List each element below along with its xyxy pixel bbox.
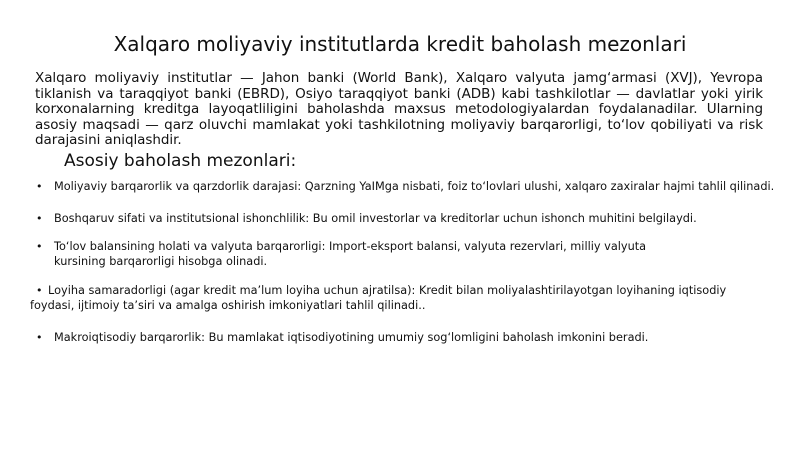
criteria-item-text: To‘lov balansining holati va valyuta barqarorligi: Import-eksport balansi, valyuta rezervlari, milliy valyuta kursining barqarorligi hisobga olinadi. — [54, 240, 647, 268]
section-subtitle: Asosiy baholash mezonlari: — [64, 151, 297, 171]
criteria-item — [36, 179, 776, 194]
criteria-item — [36, 330, 776, 345]
criteria-item-text: Makroiqtisodiy barqarorlik: Bu mamlakat iqtisodiyotining umumiy sog‘lomligini baholash imkonini beradi. — [54, 331, 649, 344]
criteria-item — [30, 283, 770, 313]
criteria-item-text: Moliyaviy barqarorlik va qarzdorlik darajasi: Qarzning YaIMga nisbati, foiz to‘lovlari ulushi, xalqaro zaxiralar hajmi tahlil qilinadi. — [54, 180, 775, 193]
criteria-item-text: Loyiha samaradorligi (agar kredit ma’lum loyiha uchun ajratilsa): Kredit bilan moliyalashtirilayotgan loyihaning iqtisodiy foydasi, ijtimoiy ta’siri va amalga oshirish imkoniyatlari tahlil qilinadi.. — [30, 284, 727, 312]
criteria-item — [36, 239, 676, 269]
criteria-item-text: Boshqaruv sifati va institutsional ishonchlilik: Bu omil investorlar va kreditorlar uchun ishonch muhitini belgilaydi. — [54, 212, 697, 225]
bullet-icon: • — [36, 284, 43, 297]
bullet-icon: • — [36, 180, 43, 193]
intro-paragraph: Xalqaro moliyaviy institutlar — Jahon banki (World Bank), Xalqaro valyuta jamg‘armasi (XVJ), Yevropa tiklanish va taraqqiyot banki (EBRD), Osiyo taraqqiyot banki (ADB) kabi tashkilotlar — davlatlar yoki yirik korxonalarning kreditga layoqatliligini baholashda maxsus metodologiyalardan foydalanadilar. Ularning asosiy maqsadi — qarz oluvchi mamlakat yoki tashkilotning moliyaviy barqarorligi, to‘lov qobiliyati va risk darajasini aniqlashdir. — [35, 70, 763, 148]
slide-title: Xalqaro moliyaviy institutlarda kredit baholash mezonlari — [113, 32, 687, 56]
bullet-icon: • — [36, 212, 43, 225]
bullet-icon: • — [36, 331, 43, 344]
bullet-icon: • — [36, 240, 43, 253]
criteria-item — [36, 211, 776, 226]
